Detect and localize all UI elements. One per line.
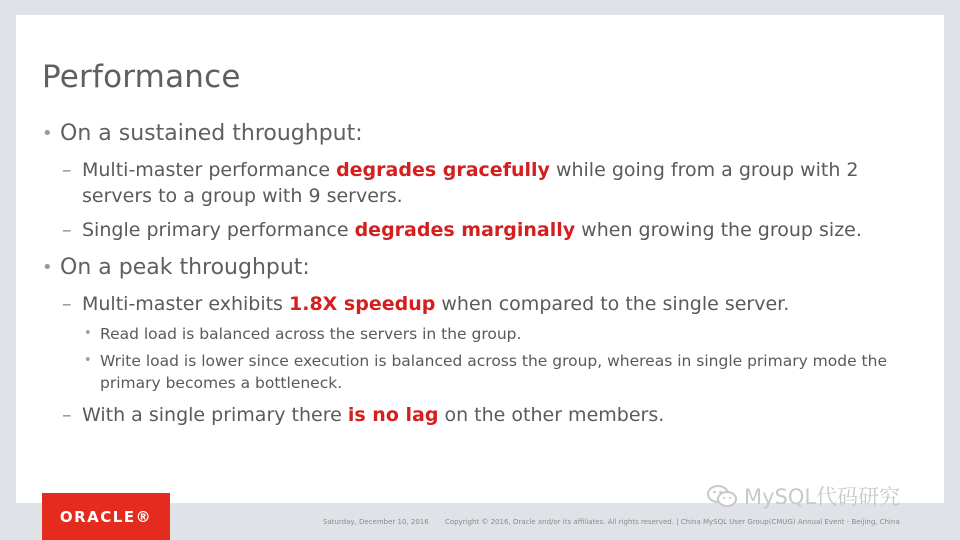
bullet-level3	[40, 350, 930, 394]
bullet-level2	[40, 157, 930, 209]
slide	[16, 15, 944, 503]
wechat-icon	[706, 483, 738, 509]
bullet-text-pre: Single primary performance	[82, 219, 355, 241]
footer	[323, 518, 900, 526]
bullet-text-post: when compared to the single server.	[435, 293, 790, 315]
bullet-highlight: degrades marginally	[354, 219, 576, 241]
dash-icon: –	[62, 404, 72, 426]
bullet-text-post: on the other members.	[438, 404, 665, 426]
bullet-text: Read load is balanced across the servers in the group.	[100, 325, 522, 343]
slide-title: Performance	[42, 59, 241, 95]
footer-event: | China MySQL User Group(CMUG) Annual Event - Beijing, China	[676, 518, 900, 526]
bullet-text: Write load is lower since execution is balanced across the group, whereas in single primary mode the primary becomes a bottleneck.	[100, 352, 887, 392]
watermark	[706, 481, 900, 511]
bullet-text-post: when growing the group size.	[575, 219, 862, 241]
bullet-text: On a peak throughput:	[60, 255, 310, 280]
bullet-text: On a sustained throughput:	[60, 121, 363, 146]
bullet-dot-icon: •	[84, 353, 92, 368]
logo-text: ORACLE®	[59, 507, 153, 526]
bullet-text-pre: Multi-master performance	[82, 159, 337, 181]
bullet-highlight: degrades gracefully	[336, 159, 550, 181]
dash-icon: –	[62, 219, 72, 241]
bullet-dot-icon: •	[42, 123, 53, 144]
bullet-level1	[40, 253, 930, 283]
bullet-highlight: 1.8X speedup	[289, 293, 436, 315]
oracle-logo	[42, 493, 170, 540]
footer-copyright: Copyright © 2016, Oracle and/or its affiliates. All rights reserved.	[444, 518, 674, 526]
bullet-level2	[40, 402, 930, 428]
bullet-dot-icon: •	[84, 326, 92, 341]
footer-date: Saturday, December 10, 2016	[323, 518, 429, 526]
bullet-text-pre: Multi-master exhibits	[82, 293, 289, 315]
dash-icon: –	[62, 293, 72, 315]
bullet-level1	[40, 119, 930, 149]
slide-content	[40, 119, 930, 428]
watermark-text: MySQL代码研究	[744, 485, 901, 509]
bullet-highlight: is no lag	[347, 404, 439, 426]
bullet-text-pre: With a single primary there	[82, 404, 348, 426]
dash-icon: –	[62, 159, 72, 181]
bullet-level3	[40, 323, 930, 345]
bullet-dot-icon: •	[42, 257, 53, 278]
bullet-level2	[40, 217, 930, 243]
bullet-text-post: while going from a group with 2 servers to a group with 9 servers.	[82, 159, 859, 207]
bullet-level2	[40, 291, 930, 317]
